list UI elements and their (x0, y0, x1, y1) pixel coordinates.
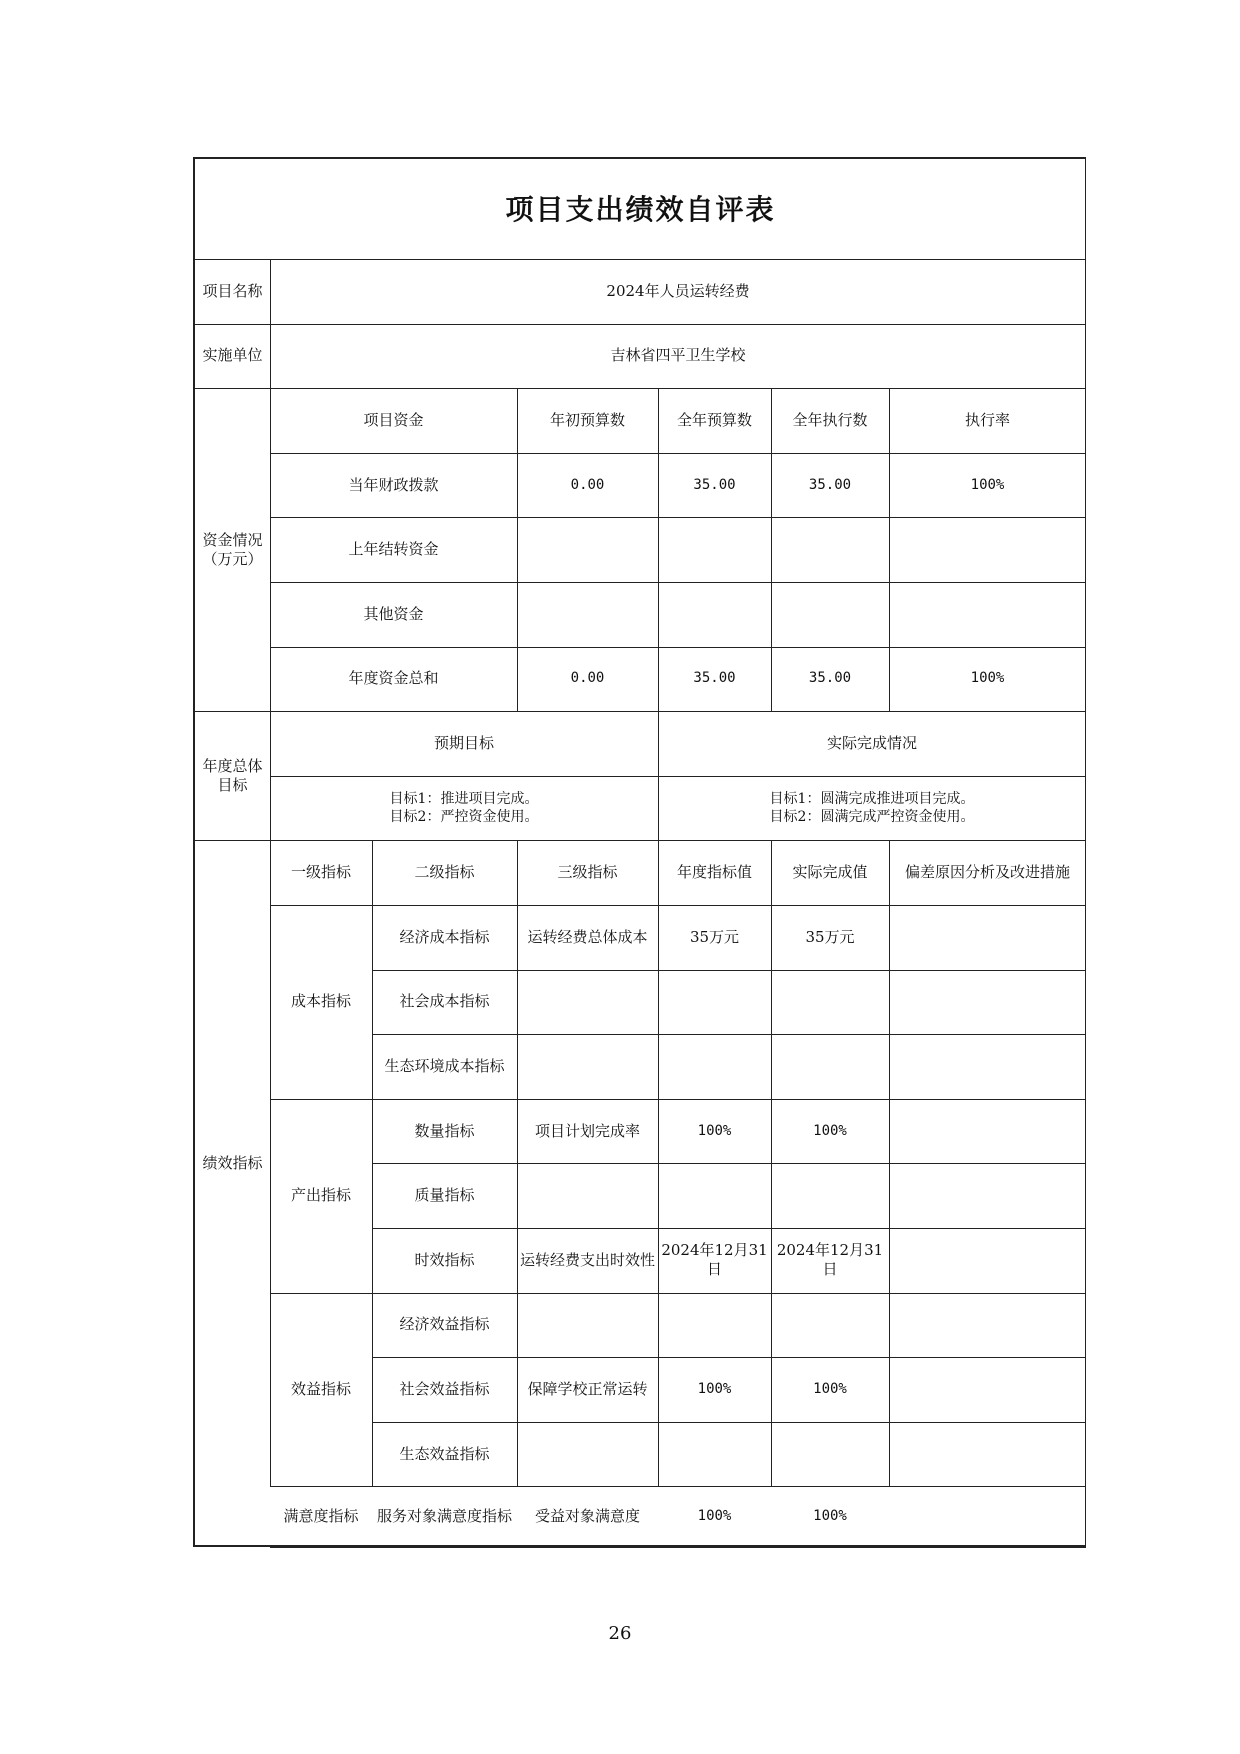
table-rule (372, 1422, 1086, 1423)
actual-value: 100% (813, 1122, 847, 1139)
annual-target-value: 100% (697, 1380, 732, 1397)
expected-goals-text (270, 776, 658, 841)
deviation-analysis (889, 1228, 1086, 1293)
funds-cell: 100% (970, 670, 1005, 687)
page-number: 26 (608, 1623, 632, 1644)
level2-indicator: 生态效益指标 (399, 1444, 490, 1463)
indicator-header-2: 三级指标 (557, 863, 618, 882)
table-rule (270, 453, 1086, 454)
indicator-header-0: 一级指标 (290, 863, 351, 882)
indicator-header-4: 实际完成值 (792, 863, 868, 882)
funds-cell (771, 517, 889, 582)
table-rule (771, 840, 772, 1486)
table-rule (889, 388, 890, 711)
deviation-analysis (889, 1357, 1086, 1422)
table-rule (270, 324, 271, 389)
funds-header-4: 执行率 (964, 410, 1010, 429)
indicator-header-5: 偏差原因分析及改进措施 (904, 863, 1070, 882)
funds-cell (658, 582, 771, 647)
level3-indicator (517, 1034, 658, 1099)
level3-indicator (517, 1422, 658, 1487)
annual-target-value: 35万元 (689, 927, 740, 946)
level3-indicator: 项目计划完成率 (534, 1121, 640, 1140)
project-name-label: 项目名称 (202, 281, 263, 300)
level3-indicator: 运转经费总体成本 (527, 927, 648, 946)
actual-value: 100% (813, 1380, 847, 1397)
deviation-analysis (889, 1034, 1086, 1099)
deviation-analysis (889, 1486, 1086, 1547)
expected-goals-text-line-2: 目标2：严控资金使用。 (389, 809, 539, 826)
deviation-analysis (889, 1099, 1086, 1164)
actual-value (771, 1163, 889, 1228)
deviation-analysis (889, 905, 1086, 970)
level2-indicator: 社会效益指标 (399, 1379, 490, 1398)
table-rule (270, 259, 271, 324)
actual-value (771, 1034, 889, 1099)
level3-indicator: 保障学校正常运转 (527, 1379, 648, 1398)
annual-target-value (658, 1422, 771, 1487)
table-rule (270, 647, 1086, 648)
funds-cell: 35.00 (693, 670, 736, 687)
deviation-analysis (889, 1293, 1086, 1358)
funds-cell: 35.00 (693, 476, 736, 493)
actual-completion-text-line-2: 目标2：圆满完成严控资金使用。 (769, 809, 975, 826)
level1-indicator: 效益指标 (290, 1379, 351, 1398)
funds-cell (889, 517, 1086, 582)
table-rule (270, 1547, 1086, 1548)
table-rule (658, 711, 659, 840)
funds-cell: 35.00 (808, 670, 852, 687)
project-name-value: 2024年人员运转经费 (606, 281, 750, 300)
table-rule (372, 1034, 1086, 1035)
funds-cell (517, 517, 658, 582)
level2-indicator: 质量指标 (414, 1186, 475, 1205)
actual-value (771, 970, 889, 1035)
table-rule (771, 388, 772, 711)
table-rule (270, 517, 1086, 518)
table-rule (889, 840, 890, 1486)
funds-header-2: 全年预算数 (676, 410, 752, 429)
level2-indicator: 时效指标 (414, 1250, 475, 1269)
funds-header-1: 年初预算数 (549, 410, 625, 429)
performance-indicators-label: 绩效指标 (202, 1153, 263, 1172)
level2-indicator: 数量指标 (414, 1121, 475, 1140)
level2-indicator: 生态环境成本指标 (384, 1056, 505, 1075)
actual-value (771, 1422, 889, 1487)
actual-completion-text (658, 776, 1086, 841)
level2-indicator: 服务对象满意度指标 (376, 1507, 512, 1526)
funds-cell (771, 582, 889, 647)
level2-indicator: 经济效益指标 (399, 1315, 490, 1334)
level3-indicator (517, 1293, 658, 1358)
table-rule (658, 388, 659, 711)
table-rule (270, 582, 1086, 583)
expected-goals-header: 预期目标 (433, 733, 494, 752)
indicator-header-3: 年度指标值 (676, 863, 752, 882)
actual-completion-header: 实际完成情况 (826, 733, 917, 752)
table-rule (372, 840, 373, 1486)
annual-target-value (658, 1293, 771, 1358)
implementing-unit-label: 实施单位 (202, 346, 263, 365)
funds-cell: 100% (970, 476, 1005, 493)
table-rule (270, 776, 1086, 777)
performance-self-evaluation-table (193, 157, 1086, 1547)
funds-section-label-line-1: 资金情况 (202, 530, 263, 549)
annual-target-value (658, 1163, 771, 1228)
funds-row-label: 年度资金总和 (348, 669, 439, 688)
annual-target-value: 2024年12月31日 (661, 1241, 768, 1279)
level2-indicator: 经济成本指标 (399, 927, 490, 946)
funds-cell: 0.00 (570, 476, 605, 493)
table-rule (270, 905, 1086, 906)
level3-indicator: 受益对象满意度 (534, 1507, 640, 1526)
funds-cell (889, 582, 1086, 647)
annual-target-value (658, 970, 771, 1035)
annual-goals-label (195, 711, 270, 840)
annual-target-value: 100% (697, 1122, 732, 1139)
deviation-analysis (889, 1163, 1086, 1228)
actual-value: 2024年12月31日 (776, 1241, 884, 1279)
table-rule (517, 840, 518, 1486)
funds-section-label (195, 388, 270, 711)
actual-completion-text-line-1: 目标1：圆满完成推进项目完成。 (769, 791, 975, 808)
funds-section-label-line-2: （万元） (202, 549, 263, 568)
funds-row-label: 其他资金 (363, 604, 424, 623)
level2-indicator: 社会成本指标 (399, 992, 490, 1011)
annual-target-value (658, 1034, 771, 1099)
funds-cell: 35.00 (808, 476, 852, 493)
table-rule (372, 1228, 1086, 1229)
level1-indicator: 产出指标 (290, 1186, 351, 1205)
funds-row-label: 上年结转资金 (348, 540, 439, 559)
level3-indicator: 运转经费支出时效性 (519, 1250, 655, 1269)
funds-cell (658, 517, 771, 582)
level3-indicator (517, 970, 658, 1035)
funds-row-label: 当年财政拨款 (348, 475, 439, 494)
implementing-unit-value: 吉林省四平卫生学校 (610, 346, 746, 365)
indicator-header-1: 二级指标 (414, 863, 475, 882)
funds-header-3: 全年执行数 (792, 410, 868, 429)
funds-cell: 0.00 (570, 670, 605, 687)
table-title: 项目支出绩效自评表 (505, 192, 776, 226)
actual-value: 35万元 (805, 927, 855, 946)
annual-target-value: 100% (697, 1508, 732, 1525)
expected-goals-text-line-1: 目标1：推进项目完成。 (389, 791, 539, 808)
actual-value: 100% (813, 1508, 847, 1525)
funds-cell (517, 582, 658, 647)
level3-indicator (517, 1163, 658, 1228)
table-rule (372, 970, 1086, 971)
deviation-analysis (889, 970, 1086, 1035)
table-rule (658, 840, 659, 1486)
level1-indicator: 满意度指标 (283, 1507, 359, 1526)
annual-goals-label-line-1: 年度总体 (202, 756, 263, 775)
deviation-analysis (889, 1422, 1086, 1487)
table-rule (372, 1357, 1086, 1358)
table-rule (372, 1163, 1086, 1164)
level1-indicator: 成本指标 (290, 992, 351, 1011)
table-rule (517, 388, 518, 711)
annual-goals-label-line-2: 目标 (217, 775, 248, 794)
funds-header-0: 项目资金 (363, 410, 424, 429)
actual-value (771, 1293, 889, 1358)
